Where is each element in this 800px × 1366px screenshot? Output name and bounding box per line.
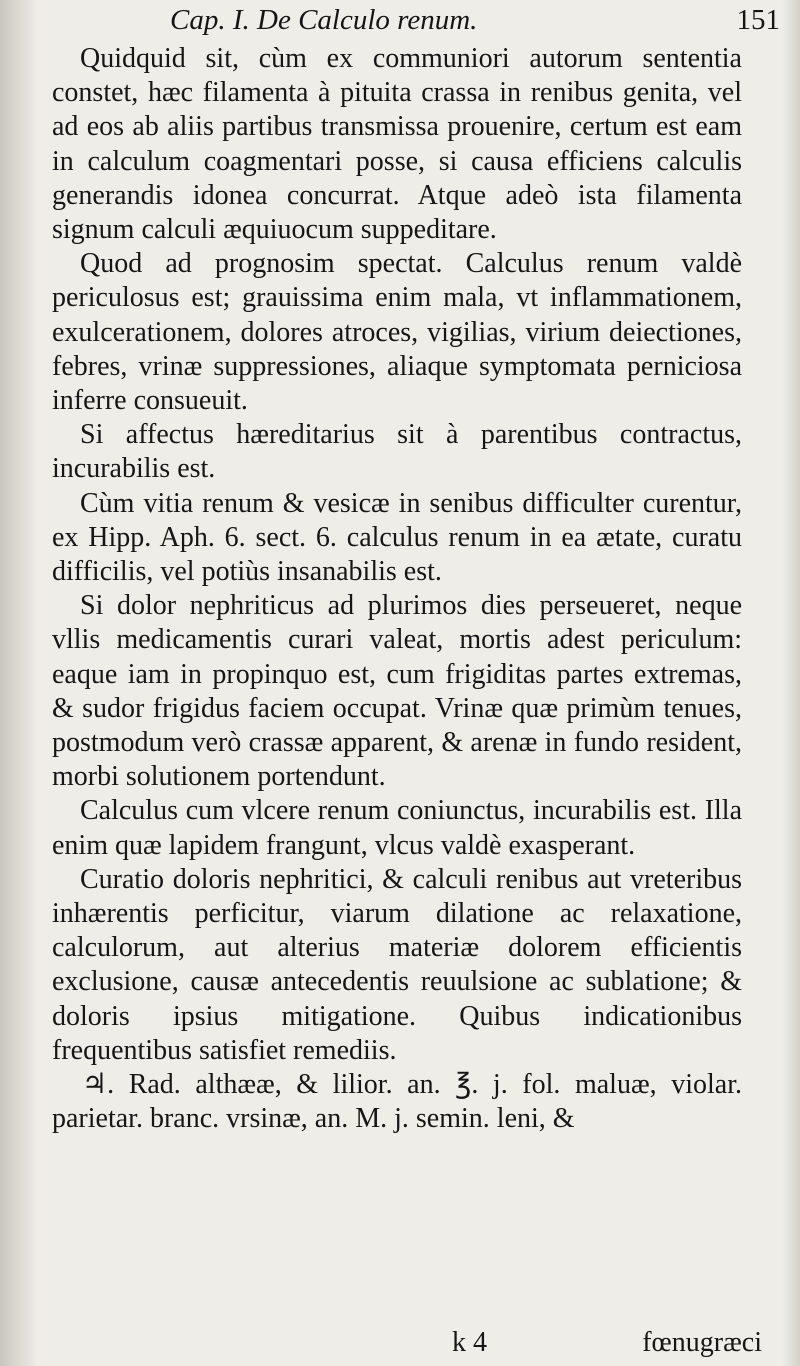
paragraph-4: Cùm vitia renum & vesicæ in senibus difficulter curentur, ex Hipp. Aph. 6. sect. 6. calculus renum in ea ætate, curatu difficilis, vel potiùs insanabilis est. (52, 487, 742, 588)
catchword: fœnugræci (642, 1327, 762, 1358)
paragraph-6: Calculus cum vlcere renum coniunctus, incurabilis est. Illa enim quæ lapidem frangunt, vlcus valdè exasperant. (52, 795, 742, 861)
signature-mark: k 4 (452, 1327, 487, 1358)
paragraph-7: Curatio doloris nephritici, & calculi renibus aut vreteribus inhærentis perficitur, viarum dilatione ac relaxatione, calculorum, aut alterius materiæ dolorem efficientis exclusione, causæ antecedentis reuulsione ac sublatione; & doloris ipsius mitigatione. Quibus indicationibus frequentibus satisfiet remediis. (52, 863, 742, 1066)
prescription-paragraph: ♃. Rad. althææ, & lilior. an. ℥. j. fol. maluæ, violar. parietar. branc. vrsinæ, an. M. j. semin. leni, & (52, 1069, 742, 1135)
running-title: Cap. I. De Calculo renum. (170, 4, 478, 36)
running-head (170, 4, 780, 38)
page-gutter-shadow (0, 0, 38, 1366)
body-text (52, 42, 742, 1137)
paragraph-5: Si dolor nephriticus ad plurimos dies perseueret, neque vllis medicamentis curari valeat, mortis adest periculum: eaque iam in propinquo est, cum frigiditas partes extremas, & sudor frigidus faciem occupat. Vrinæ quæ primùm tenues, postmodum verò crassæ apparent, & arenæ in fundo resident, morbi solutionem portendunt. (52, 590, 742, 793)
page-edge-shadow (782, 0, 800, 1366)
page-footer (52, 1327, 762, 1363)
paragraph-1: Quidquid sit, cùm ex communiori autorum sententia constet, hæc filamenta à pituita crassa in renibus genita, vel ad eos ab aliis partibus transmissa prouenire, certum est eam in calculum coagmentari posse, si causa efficiens calculis generandis idonea concurrat. Atque adeò ista filamenta signum calculi æquiuocum suppeditare. (52, 43, 742, 246)
paragraph-2: Quod ad prognosim spectat. Calculus renum valdè periculosus est; grauissima enim mala, vt inflammationem, exulcerationem, dolores atroces, vigilias, virium deiectiones, febres, vrinæ suppressiones, aliaque symptomata perniciosa inferre consueuit. (52, 248, 742, 417)
paragraph-3: Si affectus hæreditarius sit à parentibus contractus, incurabilis est. (52, 419, 742, 485)
page-number: 151 (736, 4, 780, 36)
